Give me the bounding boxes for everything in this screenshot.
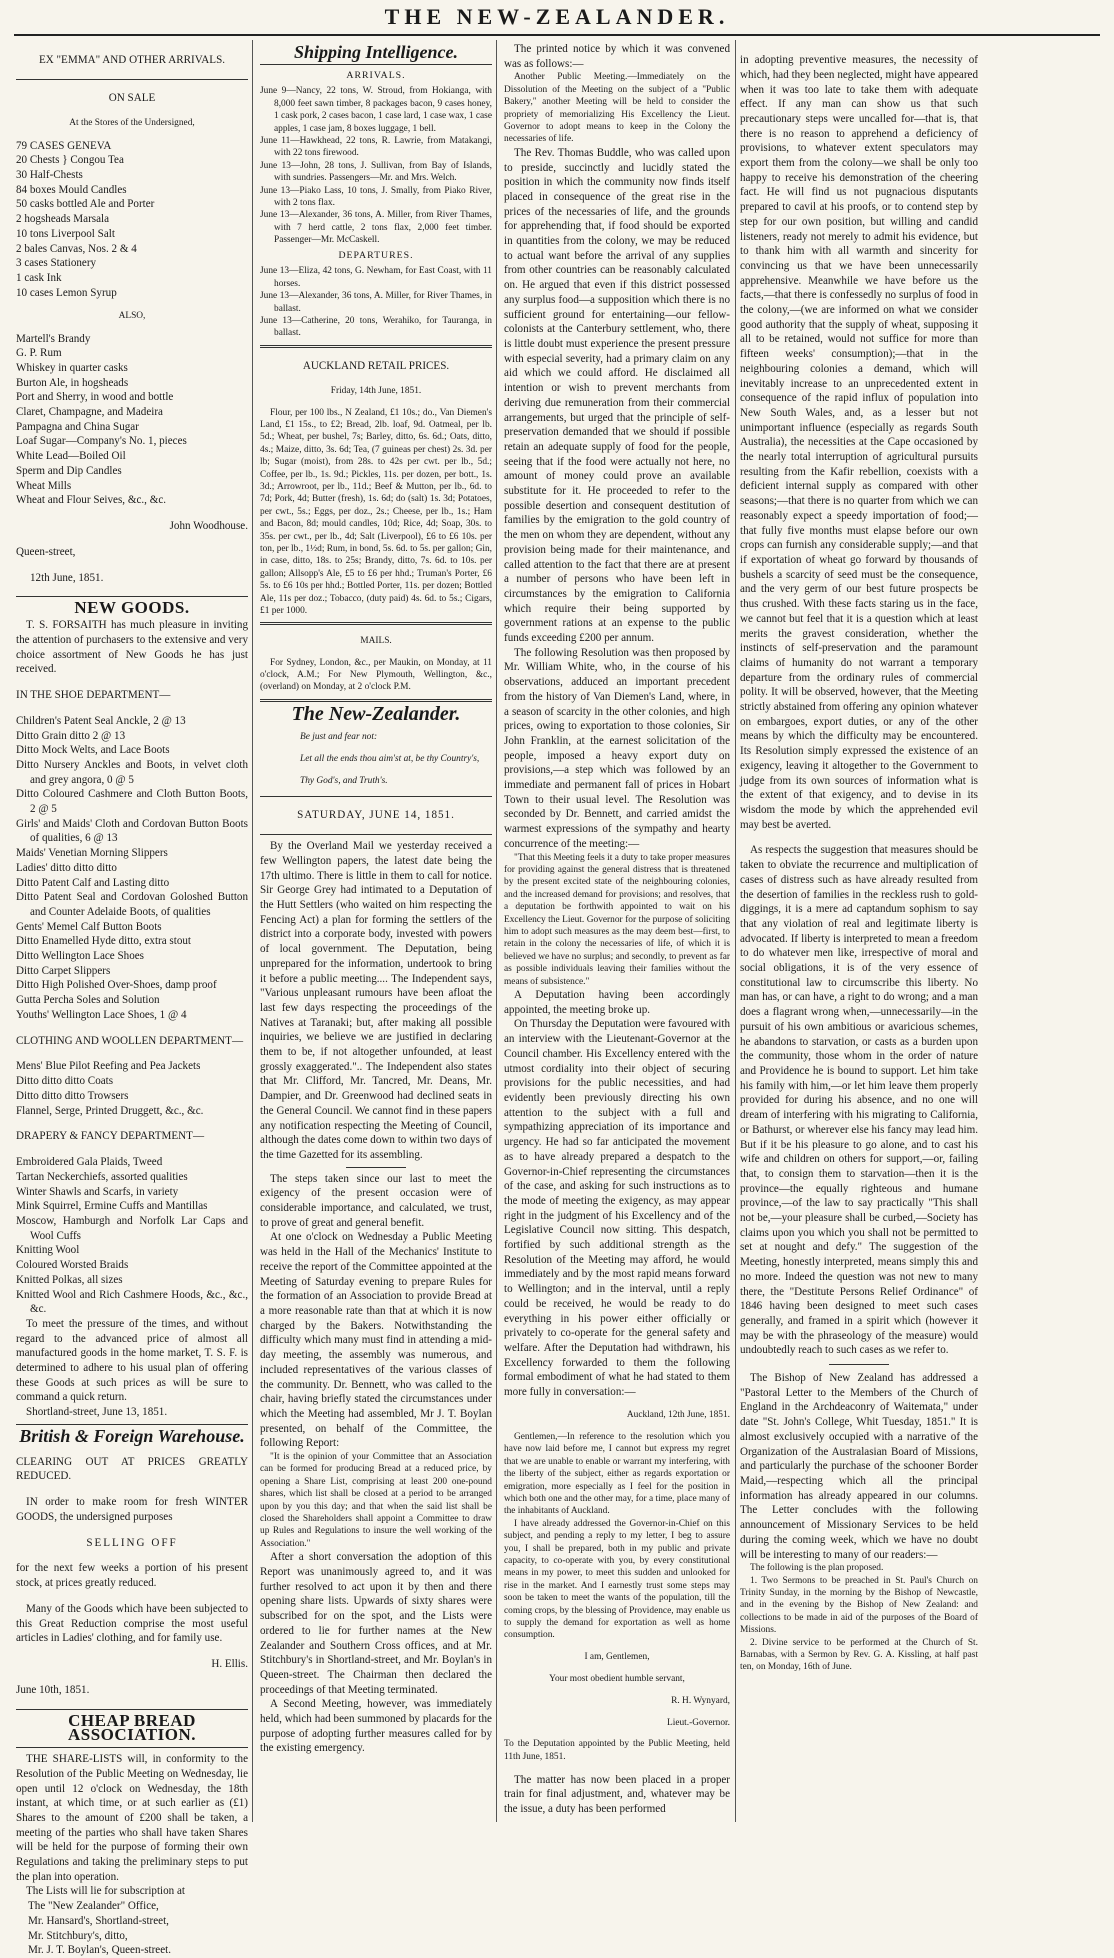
plan-list [740,1575,978,1674]
list-item: Burton Ale, in hogsheads [16,376,129,389]
bishop-letter: The Bishop of New Zealand has addressed a "Pastoral Letter to the Members of the Church of England in the Archdeaconry of Waitemata," under date "St. John's College, Whit Tuesday, 1851." It is almost exclusively occupied with a narrative of the Organization of the Australasian Board of Missions, and particularly the purchase of the schooner Border Maid,—respecting which all the principal information has already appeared in our columns. The Letter concludes with the following announcement of Missionary Services to be held during the coming week, which we have no doubt will be interesting to many of our readers:— [740,1372,978,1561]
drapery-list [16,1155,248,1317]
list-item: Children's Patent Seal Anckle, 2 @ 13 [16,714,186,727]
list-item: Ditto Nursery Anckles and Boots, in velvet cloth and grey angora, 0 @ 5 [16,758,248,786]
editorial-p1: By the Overland Mail we yesterday received a few Wellington papers, the latest date being the 17th ultimo. There is little in them to call for notice. Sir George Grey had intimated to a Deputation of the Hutt Settlers (who waited on him respecting the Fencing Act) a plan for forming the settlers of the district into a corporate body, invested with powers of local government. The Deputation, being unprepared for the information, undertook to bring it before a public meeting.... The Independent says, "Various unpleasant rumours have been afloat the last few days respecting the proceedings of the Natives at Taranaki; but, after making all possible inquiries, we believe we are justified in declaring them to be, if not altogether unfounded, at least grossly exaggerated.".. The Independent also states that Mr. Clifford, Mr. Tancred, Mr. Deans, Mr. Dampier, and Dr. Greenwood had declined seats in the General Council. We cannot find in these papers any notification respecting the Meeting of Council, although the dates come down to within two days of the time Gazetted for its assembling. [260,840,493,1161]
list-item: Moscow, Hamburgh and Norfolk Lar Caps and Wool Cuffs [16,1215,248,1242]
warehouse-heading: British & Foreign Warehouse. [19,1425,245,1446]
prices-heading: AUCKLAND RETAIL PRICES. [302,359,450,372]
new-goods-place: Shortland-street, June 13, 1851. [26,1406,168,1419]
arrival-entry: June 11—Hawkhead, 22 tons, R. Lawrie, from Matakangi, with 22 tons firewood. [260,136,492,159]
rule [16,1747,248,1748]
paper-title: The New-Zealander. [291,702,461,725]
list-item: Knitting Wool [16,1244,80,1257]
rule [346,1167,406,1168]
editorial-continued: in adopting preventive measures, the necessity of which, had they been neglected, might have appeared when it was too late to take them with adequate effect. If any man can show us that such precautionary steps were uncalled for—that is, that there is no reason to apprehend a deficiency of provisions, to whatever extent speculators may export them from the colony—we shall be only too happy to receive his demonstration of the cheering fact. He will find us not pugnacious disputants prepared to cavil at his proofs, or to contend step by step for our own position, but willing and candid listeners, ready not merely to admit his evidence, but to thank him with all warmth and sincerity for convincing us that we have been unnecessarily apprehensive. Meanwhile we have before us the facts,—that there is confessedly no surplus of food in the colony,—(we are informed on what we consider good authority that the supply of wheat, supposing it all to be retained, would not suffice for more than fifteen weeks' consumption);—that in the neighbouring colonies a demand, which will inevitably increase to an unprecedented extent in consequence of the rapid influx of population into New South Wales, and, as a lesser but not unimportant influence (especially as regards South Australia), the necessities at the Cape occasioned by the nearly total interruption of agricultural pursuits resulting from the Kafir rebellion, coexists with a deficient internal supply as compared with other seasons;—that there is no quarter from which we can reasonably expect a speedy importation of food;—that fully five months must elapse before our own crops can furnish any considerable supply;—and that if exportation of wheat go forward by thousands of bushels a scarcity of seed must be the consequence, and the very germ of our best future prospects be thus crushed. With these facts staring us in the face, we cannot but feel that it is a question which at least merits the gravest consideration, whether the instincts of self-preservation and the paramount claims of humanity do not warrant a temporary departure from the ordinary rules of commercial polity. It will be observed, however, that the Meeting strictly abstained from offering any opinion whatever on embargoes, export duties, or any of the other means by which the difficulty may be encountered. Its Resolution simply expressed the existence of an exigency, leaving it altogether to the Government to judge from its own sources of information what is the extent of that exigency, and to devise in its wisdom the mode by which the apprehended evil may best be averted. [740,54,978,831]
sale-list-b [16,332,248,508]
list-item: 50 casks bottled Ale and Porter [16,198,155,211]
clothing-heading: CLOTHING AND WOOLLEN DEPARTMENT— [16,1034,244,1047]
signer: John Woodhouse. [169,520,248,533]
also-label: ALSO, [118,310,146,321]
arrival-entry: June 13—Alexander, 36 tons, A. Miller, from River Thames, with 7 herd cattle, 2 tons flax, 2,000 feet timber. Passenger—Mr. McCaskell. [260,210,492,246]
list-item: Ditto Wellington Lace Shoes [16,950,145,963]
list-item: 20 Chests } Congou Tea [16,154,124,167]
warehouse-p1: IN order to make room for fresh WINTER GOODS, the undersigned purposes [16,1496,248,1523]
list-item: Maids' Venetian Morning Slippers [16,847,168,860]
mails-body: For Sydney, London, &c., per Maukin, on Monday, at 11 o'clock, A.M.; For New Plymouth, Wellington, &c., (overland) on Monday, at 2 o'clock P.M. [260,657,492,693]
rule [260,622,492,625]
list-item: 3 cases Stationery [16,257,97,270]
new-goods-heading: NEW GOODS. [74,598,190,618]
deputation-appointed: A Deputation having been accordingly appointed, the meeting broke up. [504,989,730,1016]
paper-date: SATURDAY, JUNE 14, 1851. [297,809,455,822]
committee-report: "It is the opinion of your Committee that an Association can be formed for producing Bread at a reduced price, by opening a Share List, comprising at least 200 one-pound shares, which list shall be closed at a period to be arranged upon by you this day; and that when the said list shall be closed the Shareholders shall appoint a Committee to draw up Rules and Regulations to insure the well working of the Association." [260,1452,492,1549]
arrival-entry: June 9—Nancy, 22 tons, W. Stroud, from Hokianga, with 8,000 feet sawn timber, 8 packages bacon, 9 cases honey, 1 cask pork, 2 cases bacon, 1 case lard, 1 case wax, 1 case apples, 1 case jam, 8 boxes luggage, 1 bell. [260,86,492,134]
buddle-speech: The Rev. Thomas Buddle, who was called upon to preside, succinctly and lucidly stated the position in which the community now finds itself placed in consequence of the great rise in the prices of the necessaries of life, and the grounds for apprehending that, if food should be exported in quantities from the colony, we may be reduced to actual want before the arrival of any supplies from other countries can be reasonably calculated on. He argued that even if this district possessed any surplus food—a supposition which there is no sufficient ground for entertaining—our fellow-colonists at the Canterbury settlement, who, there is little doubt must experience the present pressure with especial severity, had a primary claim on any aid which we could afford. He disclaimed all intention or wish to prevent merchants from deriving due remuneration from their commercial arrangements, but urged that the principle of self-preservation demanded that we should if possible retain an adequate supply of food for the people, seeing that if the food were actually not here, no amount of money could prove an available substitute for it. He proceeded to refer to the possible desertion and consequent destitution of families by the emigration to the gold country of the men on whom they are dependent, without any provision being made for their maintenance, and called attention to the fact that there are at present a number of persons who have been left in circumstances by the emigration to California which require their being supported by government rations at an expense to the public funds exceeding £200 per annum. [504,146,730,645]
list-item: 10 tons Liverpool Salt [16,227,115,240]
rule [260,796,492,797]
column-divider [252,40,253,1822]
list-item: Winter Shawls and Scarfs, in variety [16,1185,179,1198]
departure-entry: June 13—Catherine, 20 tons, Werahiko, for Tauranga, in ballast. [260,316,492,339]
mails-heading: MAILS. [360,635,392,646]
cheap-bread-p1: THE SHARE-LISTS will, in conformity to the Resolution of the Public Meeting on Wednesday, lie open until 12 o'clock on Wednesday, the 18th instant, at which time, or at such earlier as (£1) Shares to the amount of £200 shall be taken, a meeting of the parties who shall have taken Shares will be held for the purpose of forming their own Regulations and taking the preliminary steps to put the plan into operation. [16,1753,248,1883]
arrival-entry: June 13—Piako Lass, 10 tons, J. Smally, from Piako River, with 2 tons flax. [260,185,492,209]
list-item: Wheat and Flour Seives, &c., &c. [16,494,167,507]
list-item: Flannel, Serge, Printed Druggett, &c., &c. [16,1104,204,1117]
share-list-locations [16,1899,248,1958]
list-item: Ditto Mock Welts, and Lace Boots [16,744,170,757]
list-item: Claret, Champagne, and Madeira [16,406,163,419]
plan-heading: The following is the plan proposed. [750,1563,884,1574]
shoe-heading: IN THE SHOE DEPARTMENT— [16,689,171,702]
rule [260,345,492,348]
letter-body-2: I have already addressed the Governor-in-Chief on this subject, and pending a reply to my letter, I beg to assure you, I shall be prepared, both in my public and private capacity, to co-operate with you, by every constitutional means in my power, to meet this sudden and unlooked for rise in the market. And I earnestly trust some steps may soon be taken to meet the wants of the population, till the coming crops, by the blessing of Providence, may enable us to supply the demand for exportation as well as home consumption. [504,1518,730,1641]
place: Queen-street, [16,545,76,558]
matter-placed: The matter has now been placed in a proper train for final adjustment, and, whatever may be the issue, a duty has been performed [504,1773,730,1816]
column-4 [740,42,978,1822]
motto [260,731,492,787]
letter-addressee [504,1738,730,1763]
emma-heading: EX "EMMA" AND OTHER ARRIVALS. [38,54,226,67]
list-item: Gents' Memel Calf Button Boots [16,920,162,933]
prices-body: Flour, per 100 lbs., N Zealand, £1 10s.; do., Van Diemen's Land, £1 15s., to £2; Bread, 2lb. loaf, 9d. Oatmeal, per lb. 5d.; Wheat, per bushel, 7s; Barley, ditto, 6s. 6d.; Oats, ditto, 4s.; Maize, ditto, 3s. 6d; Tea, (7 guineas per chest) 2s. 3d. per lb; Sugar (moist), from 28s. to 42s per cwt. per lb., 5d.; Coffee, per lb., 1s. 9d.; Pickles, 11s. per dozen, per bott., 1s. 3d.; Arrowroot, per lb., 11d.; Beef & Mutton, per lb., 6d. to 7d; Pork, 4d; Butter (fresh), 1s. 6d; do (salt) 1s. 3d; Potatoes, per cwt., 5s.; Eggs, per doz., 2s.; Cheese, per lb., 1s.; Ham and Bacon, 8d; mould candles, 10d; Rice, 4d; Soap, 30s. to 35s. per cwt., per lb., 4d; Salt (Liverpool), £6 to £6 10s. per ton, per lb., 1½d; Rum, in bond, 5s. 6d. to 5s. per gallon; Gin, in case, ditto, 18s. to 25s; Brandy, ditto, 7s. 6d. to 10s. per gallon; Allsopp's Ale, £5 to £6 per hhd.; Truman's Porter, £6 5s. to £6 10s per hhd.; Bottled Porter, 11s. per dozen; Bottled Ale, 11s per doz.; Tobacco, (duty paid) 4s. 6d. to 5s.; Cigars, £1 per 1000. [260,407,492,617]
selling-off: SELLING OFF [86,1536,178,1549]
rule [16,79,248,80]
motto-line: Be just and fear not: [300,731,378,742]
editorial-p4: After a short conversation the adoption of this Report was unanimously agreed to, and it was further resolved to act upon it by then and there opening share lists. Upwards of sixty shares were subscribed for on the spot, and the Lists were ordered to lie for further names at the New Zealander and Southern Cross offices, and at Mr. Stitchbury's in Shortland-street, and Mr. Boylan's in Queen-street. The Chairman then declared the proceedings of that Meeting terminated. [260,1551,492,1696]
motto-line: Thy God's, and Truth's. [300,775,388,786]
cheap-bread-p2: The Lists will lie for subscription at [26,1885,185,1898]
list-item: 1 cask Ink [16,271,62,284]
motto-line: Let all the ends thou aim'st at, be thy Country's, [300,753,480,764]
list-item: Mr. Stitchbury's, ditto, [28,1929,128,1942]
letter-signature [504,1695,730,1729]
list-item: Knitted Wool and Rich Cashmere Hoods, &c., &c., &c. [16,1288,248,1316]
warehouse-signer: H. Ellis. [211,1658,248,1671]
list-item: Whiskey in quarter casks [16,361,128,374]
masthead: THE NEW-ZEALANDER. [384,4,730,29]
list-item: 2 hogsheads Marsala [16,213,110,226]
new-goods-intro: T. S. FORSAITH has much pleasure in inviting the attention of purchasers to the extensive and very choice assortment of New Goods he has just received. [16,619,248,676]
departure-entry: June 13—Eliza, 42 tons, G. Newham, for East Coast, with 11 horses. [260,266,492,289]
list-item: Ditto ditto ditto Coats [16,1075,114,1088]
list-item: Martell's Brandy [16,332,91,345]
list-item: 10 cases Lemon Syrup [16,286,117,299]
letter-close-line: Your most obedient humble servant, [549,1674,685,1685]
list-item: Ditto Patent Calf and Lasting ditto [16,876,170,889]
resolution-text: "That this Meeting feels it a duty to take proper measures for providing against the general distress that is threatened by the present excited state of the neighbouring colonies, and the increased demand for provisions; and resolves, that a deputation be forthwith appointed to wait on his Excellency the Lieut. Governor for the purpose of soliciting him to adopt such measures as the may deem best—first, to retain in the colony the necessaries of life, of which it is believed we have no surplus; and secondly, to prevent as far as possible individuals leaving their families without the means of subsistence." [504,852,730,987]
list-item: Youths' Wellington Lace Shoes, 1 @ 4 [16,1008,187,1021]
rule [260,699,492,702]
column-1 [16,42,248,1957]
arrivals-label: ARRIVALS. [346,69,406,81]
departures-list [260,265,492,339]
letter-close-line: I am, Gentlemen, [584,1652,650,1663]
list-item: Embroidered Gala Plaids, Tweed [16,1156,163,1169]
list-item: The "New Zealander" Office, [28,1900,159,1913]
list-item: Knitted Polkas, all sizes [16,1273,123,1286]
list-item: Loaf Sugar—Company's No. 1, pieces [16,435,187,448]
list-item: Ladies' ditto ditto ditto [16,861,117,874]
arrival-entry: June 13—John, 28 tons, J. Sullivan, from Bay of Islands, with sundries. Passengers—Mr. and Mrs. Welch. [260,160,492,184]
meeting-notice: Another Public Meeting.—Immediately on the Dissolution of the Meeting on the subject of a "Public Bakery," another Meeting will be held to consider the propriety of memorializing His Excellency the Lieut. Governor to adopt means to keep in the Colony the necessaries of life. [504,72,730,145]
rule [16,596,248,597]
list-item: 30 Half-Chests [16,168,83,181]
rule [829,1364,889,1365]
rule [16,1424,248,1425]
list-item: Ditto Grain ditto 2 @ 13 [16,729,126,742]
column-divider [496,40,497,1822]
list-item: Port and Sherry, in wood and bottle [16,391,174,404]
list-item: Ditto Enamelled Hyde ditto, extra stout [16,935,191,948]
plan-item: 1. Two Sermons to be preached in St. Paul's Church on Trinity Sunday, in the morning by the Bishop of Newcastle, and in the evening by the Bishop of New Zealand: and collections to be made in aid of the purposes of the Board of Missions. [740,1575,978,1636]
list-item: G. P. Rum [16,347,62,360]
letter-signature-line: Lieut.-Governor. [666,1717,730,1728]
cheap-bread-heading: CHEAP BREAD ASSOCIATION. [67,1710,197,1745]
departures-label: DEPARTURES. [338,249,414,261]
warehouse-date: June 10th, 1851. [16,1683,90,1696]
list-item: Ditto High Polished Over-Shoes, damp proof [16,979,217,992]
rule [16,1709,248,1710]
sale-list-a [16,139,248,301]
list-item: Ditto ditto ditto Trowsers [16,1089,129,1102]
drapery-heading: DRAPERY & FANCY DEPARTMENT— [16,1130,205,1143]
plan-item: 2. Divine service to be performed at the Church of St. Barnabas, with a Sermon by Rev. G. A. Kissling, at half past ten, on Monday, 16th of June. [740,1637,978,1673]
list-item: Wheat Mills [16,479,72,492]
column-divider [735,40,736,1822]
list-item: Ditto Patent Seal and Cordovan Goloshed Button and Counter Adelaide Boots, of qualities [16,891,248,918]
list-item: 84 boxes Mould Candles [16,183,127,196]
editorial-p2: The steps taken since our last to meet the exigency of the present occasion were of considerable importance, and calculated, we trust, to prove of great and general benefit. [260,1172,492,1229]
letter-close [504,1651,730,1685]
letter-signature-line: R. H. Wynyard, [671,1695,730,1706]
stores-line: At the Stores of the Undersigned, [69,117,195,128]
meeting-notice-intro: The printed notice by which it was convened was as follows:— [504,43,730,70]
column-2 [260,42,492,1822]
list-item: Mr. Hansard's, Shortland-street, [28,1914,169,1927]
deputation-interview: On Thursday the Deputation were favoured with an interview with the Lieutenant-Governor at the Council chamber. His Excellency entered with the utmost cordiality into their object of securing provisions for the public necessities, and had evidently been previously directing his own attention to the subject with a full and sympathizing appreciation of its importance and urgency. He had so far anticipated the movement as to have already prepared a despatch to the Governor-in-Chief representing the circumstances of the case, and asking for such instructions as to the mode of meeting the exigency, as may appear right in the judgment of his Excellency and of the Legislative Council now sitting. This despatch, fortified by such additional strength as the Resolution of the Meeting may afford, he would immediately and by the most rapid means forward to Wellington; and in the interval, until a reply could be received, he would be ready to do everything in his power either officially or privately to co-operate for the general safety and welfare. After the Deputation had withdrawn, his Excellency forwarded to them the following formal embodiment of what he had stated to them more fully in conversation:— [504,1018,730,1399]
editorial-p3: At one o'clock on Wednesday a Public Meeting was held in the Hall of the Mechanics' Institute to receive the report of the Committee appointed at the Meeting of Saturday evening to prepare Rules for the formation of an Association to provide Bread at a more reasonable rate than that at which it is now charged by the Bakers. Notwithstanding the difficulty which many must find in attending a mid-day meeting, the assembly was numerous, and included representatives of the various classes of the community. Dr. Bennett, who was called to the chair, having briefly stated the circumstances under which the Meeting had assembled, Mr J. T. Boylan presented, on behalf of the Committee, the following Report: [260,1231,492,1450]
list-item: Gutta Percha Soles and Solution [16,994,160,1007]
list-item: Girls' and Maids' Cloth and Cordovan Button Boots of qualities, 6 @ 13 [16,817,248,845]
shoe-list [16,714,248,1023]
letter-body: Gentlemen,—In reference to the resolution which you have now laid before me, I cannot but express my regret that we are unable to enable or warrant my interfering, with the liberty of the subject, either as regards exportation or emigration, more especially as I feel for the position in which both one and the other may, for a time, place many of the inhabitants of Auckland. [504,1431,730,1517]
list-item: Pampagna and China Sugar [16,420,139,433]
rule [260,64,492,65]
arrivals-list [260,85,492,246]
list-item: Mens' Blue Pilot Reefing and Pea Jackets [16,1060,201,1073]
list-item: Ditto Coloured Cashmere and Cloth Button Boots, 2 @ 5 [16,788,248,816]
list-item: Sperm and Dip Candles [16,464,122,477]
rule [260,834,492,835]
list-item: 79 CASES GENEVA [16,139,112,152]
letter-date: Auckland, 12th June, 1851. [626,1410,730,1421]
list-item: Tartan Neckerchiefs, assorted qualities [16,1170,188,1183]
departure-entry: June 13—Alexander, 36 tons, A. Miller, for River Thames, in ballast. [260,291,492,314]
warehouse-subheading: CLEARING OUT AT PRICES GREATLY REDUCED. [16,1455,248,1483]
column-3 [504,42,730,1822]
list-item: White Lead—Boiled Oil [16,450,126,463]
prices-date: Friday, 14th June, 1851. [330,385,422,396]
list-item: Ditto Carpet Slippers [16,964,111,977]
clothing-list [16,1059,248,1118]
list-item: Coloured Worsted Braids [16,1259,129,1272]
list-item: Mink Squirrel, Ermine Cuffs and Mantillas [16,1200,208,1213]
white-resolution: The following Resolution was then proposed by Mr. William White, who, in the course of his observations, adduced an important precedent from the history of Van Diemen's Land, where, in a season of scarcity in the other colonies, and high prices, owing to exportation to those colonies, Sir John Franklin, at the earnest solicitation of the people, imposed a heavy export duty on provisions,—a step which was followed by an immediate and permanent fall of prices in Hobart Town to their usual level. The Resolution was seconded by Dr. Bennett, and carried amidst the warmest expressions of the sympathy and hearty concurrence of the meeting:— [504,646,730,850]
shipping-heading: Shipping Intelligence. [293,42,459,62]
masthead-rule [14,34,1100,36]
warehouse-p3: Many of the Goods which have been subjected to this Great Reduction comprise the most useful articles in Ladies' clothing, and for family use. [16,1602,248,1645]
new-goods-outro: To meet the pressure of the times, and without regard to the advanced price of almost all manufactured goods in the home market, T. S. F. is determined to adhere to his usual plan of offering these Goods at such prices as will be sure to command a quick return. [16,1317,248,1404]
date: 12th June, 1851. [30,571,104,584]
letter-addressee-line: To the Deputation appointed by the Public Meeting, held 11th June, 1851. [504,1739,730,1762]
liberty-argument: As respects the suggestion that measures should be taken to obviate the recurrence and multiplication of cases of distress such as have already resulted from the desertion of families in the reckless rush to gold-diggings, it is a mere ad captandum sophism to say that any violation of real and legitimate liberty is advocated. If liberty is interpreted to mean a freedom to do whatever men like, irrespective of moral and social obligations, it is of the very essence of constitutional law to circumscribe this liberty. No man has, or can have, a right to do wrong; and a man does a flagrant wrong when,—unnecessarily—in the pursuit of his own ambitious or avaricious schemes, he abandons to starvation, or casts as a burden upon the community, those whom in the order of nature and Providence he is bound to support. Let him take his family with him,—or let him leave them properly provided for during his absence, and no one will dream of interfering with his migrating to California, or Bathurst, or wherever else his fancy may lead him. But if it be his pleasure to go alone, and to cast his wife and children on others for support,—or, failing that, to consign them to starvation—then it is the province—the equally righteous and humane province,—of the law to say practically "This shall not be,—your pleasure shall be curbed,—Society has claims upon you which you shall not be permitted to set at nought and defy." The suggestion of the Meeting, honestly interpreted, means simply this and no more. Indeed the question was not new to many there, the "Destitute Persons Relief Ordinance" of 1846 having been designed to meet such cases generally, and framed in a spirit which (however it may be with the phraseology of the measure) would undoubtedly reach to such cases as we refer to. [740,844,978,1357]
on-sale: ON SALE [108,91,156,104]
list-item: Mr. J. T. Boylan's, Queen-street. [28,1944,172,1957]
warehouse-p2: for the next few weeks a portion of his present stock, at prices greatly reduced. [16,1562,248,1590]
list-item: 2 bales Canvas, Nos. 2 & 4 [16,242,137,255]
editorial-p5: A Second Meeting, however, was immediately held, which had been summoned by placards for the purpose of adopting further measures called for by the existing emergency. [260,1698,492,1755]
